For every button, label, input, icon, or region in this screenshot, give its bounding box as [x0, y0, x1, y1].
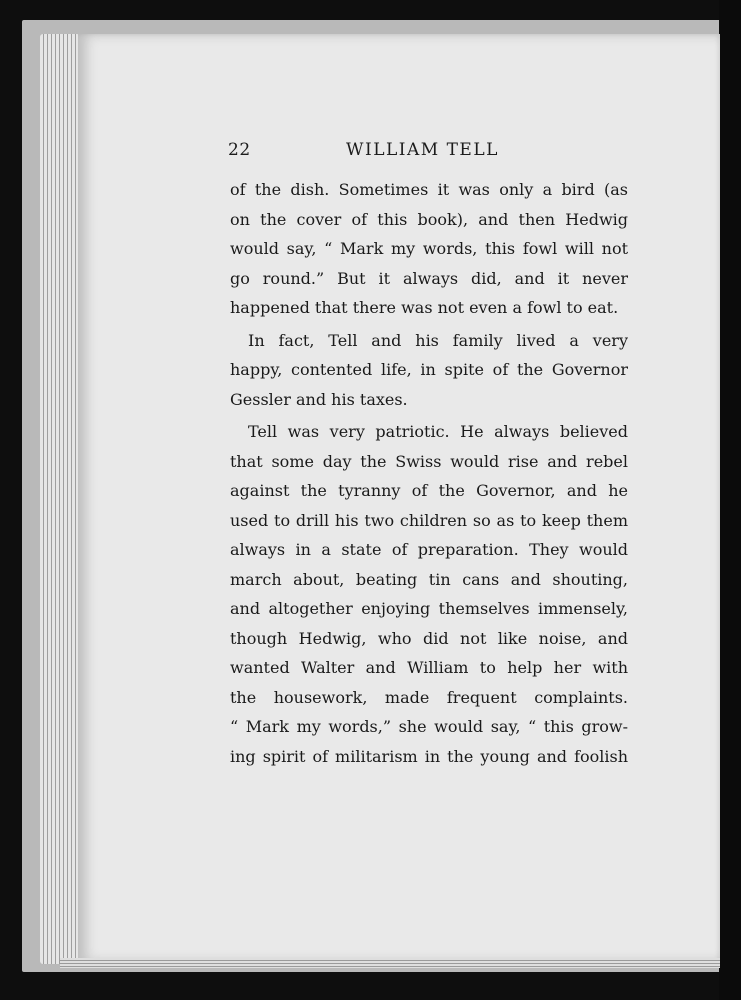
text-line: always in a state of preparation. They would [230, 540, 628, 559]
page-number: 22 [228, 140, 251, 160]
running-header [228, 140, 628, 164]
text-line: Tell was very patriotic. He always believed [248, 422, 628, 441]
text-line: that some day the Swiss would rise and rebel [230, 451, 628, 471]
text-line: happy, contented life, in spite of the Governor [230, 360, 628, 379]
page-edges [40, 34, 80, 964]
text-line: and altogether enjoying themselves immensely, [230, 599, 628, 618]
text-line: In fact, Tell and his family lived a very [248, 330, 628, 350]
text-line: Gessler and his taxes. [230, 389, 408, 409]
text-line: on the cover of this book), and then Hedwig [230, 209, 628, 229]
body-text [230, 175, 628, 771]
text-line: march about, beating tin cans and shouting, [230, 569, 628, 589]
text-line: though Hedwig, who did not like noise, and [230, 628, 628, 648]
text-line: the housework, made frequent complaints. [230, 687, 628, 707]
running-title: WILLIAM TELL [346, 140, 499, 160]
text-line: would say, “ Mark my words, this fowl will not [230, 239, 628, 258]
bottom-page-edges [60, 958, 720, 968]
text-line: against the tyranny of the Governor, and he [230, 481, 628, 500]
text-line: “ Mark my words,” she would say, “ this grow- [230, 717, 628, 736]
text-line: of the dish. Sometimes it was only a bird (as [230, 180, 628, 199]
dark-margin [719, 0, 741, 1000]
text-line: used to drill his two children so as to keep them [230, 510, 628, 530]
text-line: go round.” But it always did, and it never [230, 268, 628, 288]
text-line: ing spirit of militarism in the young and foolish [230, 746, 628, 766]
text-line: wanted Walter and William to help her with [230, 658, 628, 677]
text-line: happened that there was not even a fowl to eat. [230, 298, 619, 317]
